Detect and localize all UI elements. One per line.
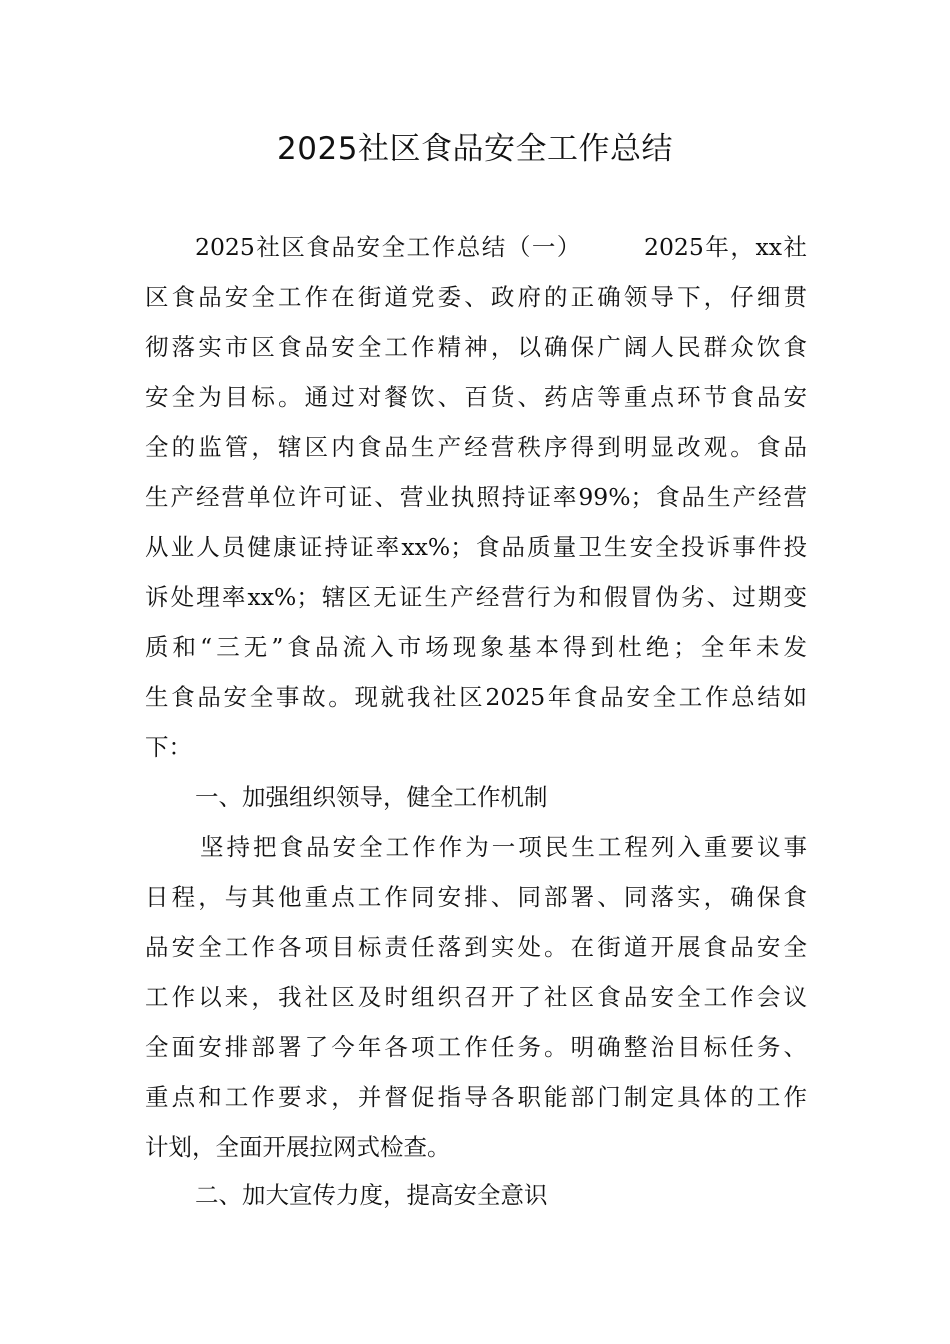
paragraph-line: 2025年，xx社 bbox=[644, 233, 808, 261]
section-heading-1: 一、加强组织领导，健全工作机制 bbox=[195, 783, 548, 811]
paragraph-line: 质和“三无”食品流入市场现象基本得到杜绝；全年未发 bbox=[145, 633, 807, 661]
paragraph-line: 全的监管，辖区内食品生产经营秩序得到明显改观。食品 bbox=[145, 433, 807, 461]
intro-lead-text: 2025社区食品安全工作总结（一） bbox=[195, 233, 582, 261]
paragraph-line: 从业人员健康证持证率xx%；食品质量卫生安全投诉事件投 bbox=[145, 533, 807, 561]
paragraph-line: 区食品安全工作在街道党委、政府的正确领导下，仔细贯 bbox=[145, 283, 807, 311]
paragraph-line: 生食品安全事故。现就我社区2025年食品安全工作总结如 bbox=[145, 683, 807, 711]
paragraph-line: 彻落实市区食品安全工作精神，以确保广阔人民群众饮食 bbox=[145, 333, 807, 361]
section-heading-2: 二、加大宣传力度，提高安全意识 bbox=[195, 1181, 548, 1209]
document-title: 2025社区食品安全工作总结 bbox=[277, 131, 673, 167]
paragraph-line: 计划，全面开展拉网式检查。 bbox=[145, 1133, 451, 1161]
paragraph-line: 安全为目标。通过对餐饮、百货、药店等重点环节食品安 bbox=[145, 383, 807, 411]
paragraph-line: 全面安排部署了今年各项工作任务。明确整治目标任务、 bbox=[145, 1033, 807, 1061]
paragraph-line: 生产经营单位许可证、营业执照持证率99%；食品生产经营 bbox=[145, 483, 807, 511]
paragraph-first-line bbox=[195, 232, 807, 262]
paragraph-line: 下： bbox=[145, 733, 192, 761]
paragraph-line: 日程，与其他重点工作同安排、同部署、同落实，确保食 bbox=[145, 883, 807, 911]
paragraph-line: 工作以来，我社区及时组织召开了社区食品安全工作会议 bbox=[145, 983, 807, 1011]
paragraph-line: 坚持把食品安全工作作为一项民生工程列入重要议事 bbox=[200, 833, 807, 861]
paragraph-line: 重点和工作要求，并督促指导各职能部门制定具体的工作 bbox=[145, 1083, 807, 1111]
paragraph-line: 诉处理率xx%；辖区无证生产经营行为和假冒伪劣、过期变 bbox=[145, 583, 807, 611]
paragraph-line: 品安全工作各项目标责任落到实处。在街道开展食品安全 bbox=[145, 933, 807, 961]
